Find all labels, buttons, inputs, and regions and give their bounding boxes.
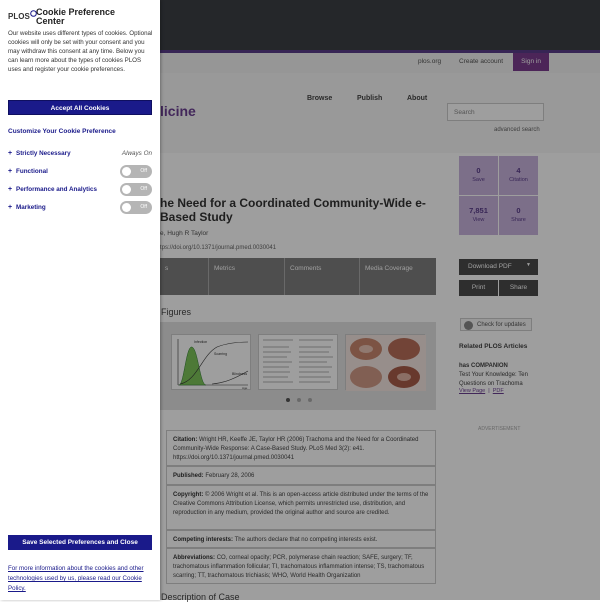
plus-icon[interactable]: +	[8, 186, 13, 193]
article-doi[interactable]: tps://doi.org/10.1371/journal.pmed.0030041	[160, 245, 277, 251]
cookie-category-functional[interactable]	[8, 165, 152, 179]
competing-interests-box: Competing interests: The authors declare that no competing interests exist.	[166, 530, 436, 548]
cookie-category-performance[interactable]	[8, 183, 152, 197]
plus-icon[interactable]: +	[8, 150, 13, 157]
check-for-updates-button[interactable]: Check for updates	[460, 318, 532, 331]
tab-article[interactable]: s	[160, 258, 209, 295]
nav-about[interactable]: About	[407, 95, 428, 102]
panel-description: Our website uses different types of cookies. Optional cookies will only be set with your consent and you may withdraw this consent at any time. Below you can learn more about the types of cookies PLOS uses and register your cookie preferences.	[8, 30, 153, 73]
sign-in-button[interactable]: Sign in	[513, 53, 549, 71]
svg-text:Age: Age	[242, 386, 248, 390]
plos-org-link[interactable]: plos.org	[418, 58, 442, 65]
published-box: Published: February 28, 2006	[166, 466, 436, 485]
save-preferences-button[interactable]: Save Selected Preferences and Close	[8, 535, 152, 550]
copyright-box: Copyright: © 2006 Wright et al. This is an open-access article distributed under the terms of the Creative Commons Attribution License, which permits unrestricted use, distribution, and reproduction in any medium, provided the original author and source are credited.	[166, 485, 436, 530]
related-article-title[interactable]: Test Your Knowledge: Ten Questions on Trachoma	[459, 372, 528, 387]
category-label[interactable]: Marketing	[16, 204, 46, 211]
advertisement-label: ADVERTISEMENT	[478, 426, 521, 432]
citation-box: Citation: Wright HR, Keeffe JE, Taylor HR (2006) Trachoma and the Need for a Coordinated Community-Wide Response: A Case-Based Study. PLoS Med 3(2): e41. https://doi.org/10.1371/journal.pmed.0030041	[166, 430, 436, 466]
related-view-page-link[interactable]: View Page	[459, 388, 486, 394]
share-button[interactable]: Share	[499, 280, 538, 296]
category-label[interactable]: Functional	[16, 168, 48, 175]
performance-toggle[interactable]: Off	[120, 183, 152, 196]
functional-toggle[interactable]: Off	[120, 165, 152, 178]
search-input[interactable]: Search	[447, 103, 544, 121]
related-article-links: View Page | PDF	[459, 388, 504, 394]
cookie-preference-panel	[0, 0, 160, 600]
article-authors[interactable]: e, Hugh R Taylor	[160, 230, 209, 237]
svg-text:Blindness: Blindness	[232, 372, 248, 376]
advanced-search-link[interactable]: advanced search	[494, 127, 540, 133]
accept-all-cookies-button[interactable]: Accept All Cookies	[8, 100, 152, 115]
tab-comments[interactable]: Comments	[285, 258, 360, 295]
journal-name[interactable]: licine	[160, 103, 196, 119]
tab-media-coverage[interactable]: Media Coverage	[365, 265, 413, 272]
cookie-category-marketing[interactable]	[8, 201, 152, 215]
cookie-category-strictly-necessary[interactable]	[8, 147, 152, 161]
panel-title: Cookie Preference Center	[36, 7, 116, 26]
svg-text:Infection: Infection	[194, 340, 208, 344]
chevron-down-icon: ▼	[526, 262, 531, 268]
nav-browse[interactable]: Browse	[307, 95, 333, 102]
metric-citation[interactable]: 4 Citation	[499, 156, 538, 195]
metric-view[interactable]: 7,851 View	[459, 196, 498, 235]
article-title: he Need for a Coordinated Community-Wide e-Based Study	[160, 196, 426, 224]
always-on-status: Always On	[121, 150, 152, 157]
svg-text:Scarring: Scarring	[214, 352, 228, 356]
modal-backdrop[interactable]	[160, 0, 600, 600]
related-pdf-link[interactable]: PDF	[492, 388, 504, 394]
description-heading: Description of Case	[161, 592, 240, 602]
create-account-link[interactable]: Create account	[459, 58, 504, 65]
abbreviations-box: Abbreviations: CO, corneal opacity; PCR, polymerase chain reaction; SAFE, surgery; TF, trachomatous inflammation follicular; TI, trachomatous inflammation intense; TS, trachomatous scarring; TT, trachomatous trichiasis; WHO, World Health Organization	[166, 548, 436, 584]
category-label[interactable]: Strictly Necessary	[16, 150, 71, 157]
cookie-policy-link[interactable]: For more information about the cookies and other technologies used by us, please read our Cookie Policy.	[8, 565, 144, 592]
metric-save[interactable]: 0 Save	[459, 156, 498, 195]
plus-icon[interactable]: +	[8, 204, 13, 211]
download-pdf-button[interactable]: Download PDF ▼	[459, 259, 538, 275]
print-button[interactable]: Print	[459, 280, 498, 296]
plos-logo: PLOS	[8, 12, 36, 24]
category-label[interactable]: Performance and Analytics	[16, 186, 97, 193]
related-article-type: has COMPANION	[459, 363, 508, 369]
related-articles-heading: Related PLOS Articles	[459, 343, 528, 350]
figures-heading: Figures	[161, 307, 192, 317]
tab-metrics[interactable]: Metrics	[209, 258, 285, 295]
marketing-toggle[interactable]: Off	[120, 201, 152, 214]
customize-heading: Customize Your Cookie Preference	[8, 128, 116, 135]
plus-icon[interactable]: +	[8, 168, 13, 175]
metric-share[interactable]: 0 Share	[499, 196, 538, 235]
nav-publish[interactable]: Publish	[357, 95, 383, 102]
